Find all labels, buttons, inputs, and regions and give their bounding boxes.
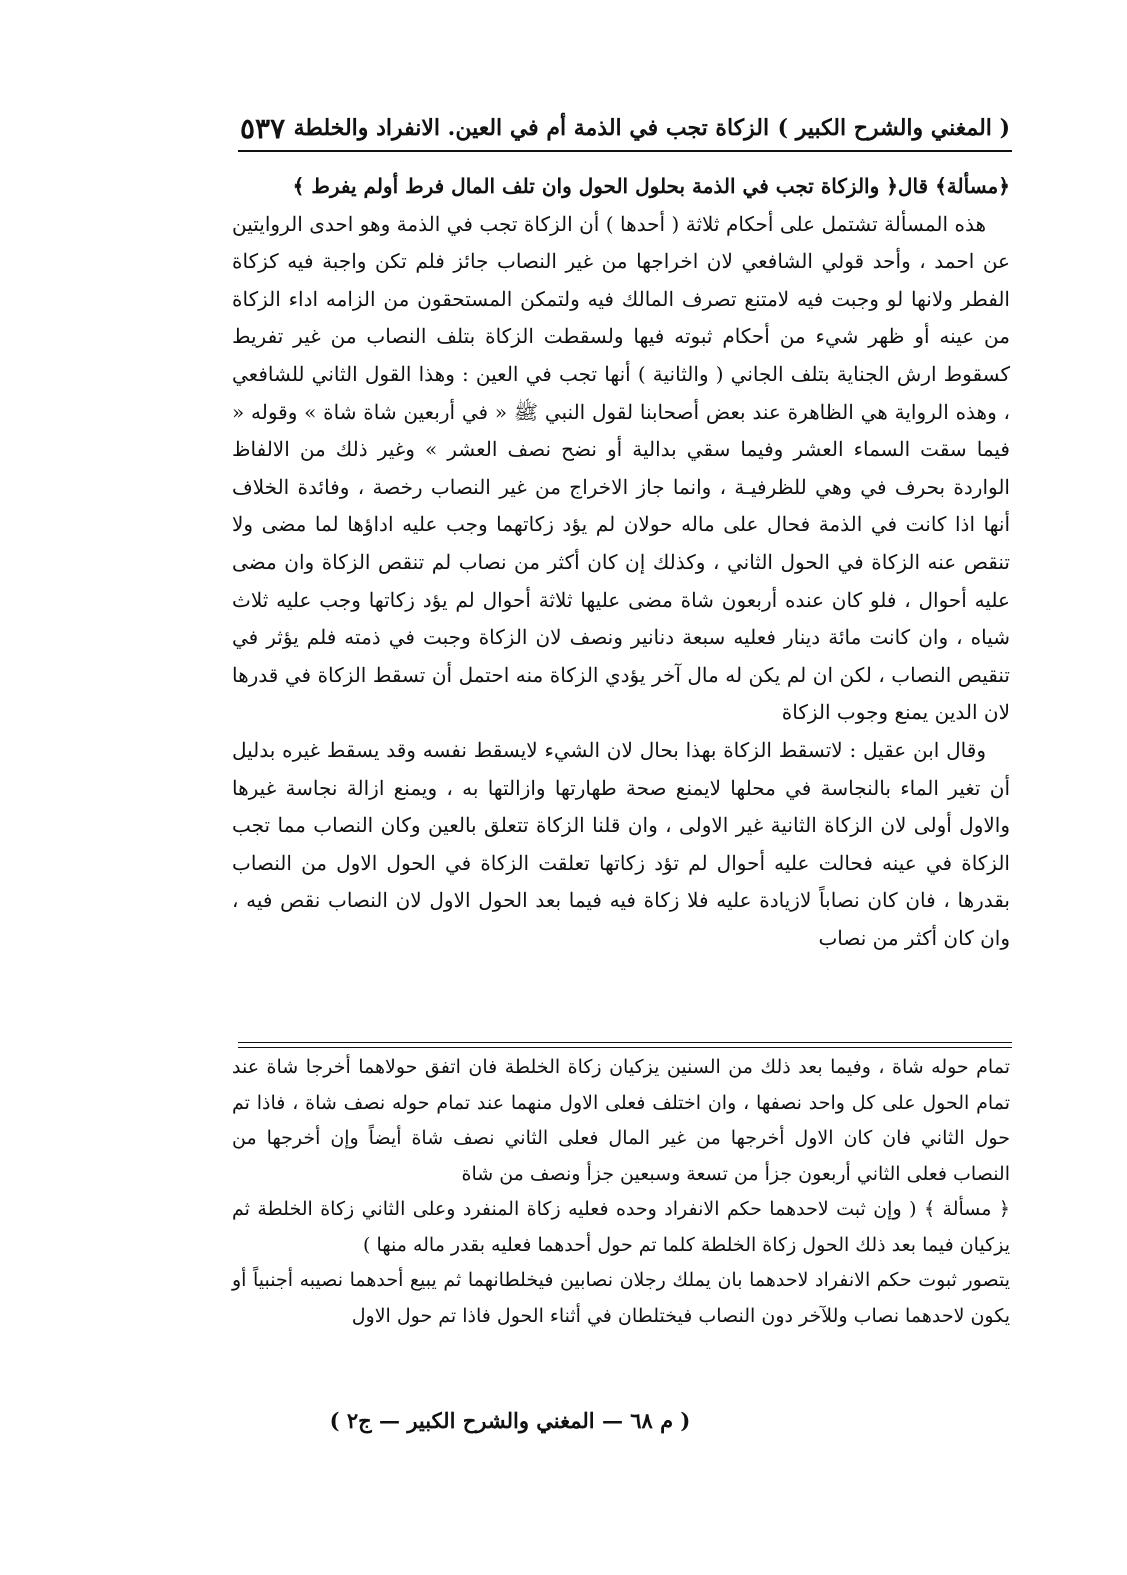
sharh-paragraph: يتصور ثبوت حكم الانفراد لاحدهما بان يملك رجلان نصابين فيخلطانهما ثم يبيع أحدهما نصيبه أجنبياً أو يكون لاحدهما نصاب وللآخر دون النصاب فيختلطان في أثناء الحول فاذا تم حول الاول [232,1269,1010,1327]
footer-signature: ( م ٦٨ — المغني والشرح الكبير — ج٢ ) [329,1408,691,1433]
masala-heading: ﴿مسألة﴾ قال﴿ والزكاة تجب في الذمة بحلول الحول وان تلف المال فرط أولم يفرط ﴾ [292,174,1010,198]
sharh-paragraph: ﴿ مسألة ﴾ ( وإن ثبت لاحدهما حكم الانفراد وحده فعليه زكاة المنفرد وعلى الثاني زكاة الخلطة ثم يزكيان فيما بعد ذلك الحول زكاة الخلطة كلما تم حول أحدهما فعليه بقدر ماله منها ) [232,1198,1010,1256]
header-rule [238,150,1012,152]
main-paragraph: هذه المسألة تشتمل على أحكام ثلاثة ( أحدها ) أن الزكاة تجب في الذمة وهو احدى الروايتين عن احمد ، وأحد قولي الشافعي لان اخراجها من غير النصاب جائز فلم تكن واجبة فيه كزكاة الفطر ولانها لو وجبت فيه لامتنع تصرف المالك فيه ولتمكن المستحقون من الزامه اداء الزكاة من عينه أو ظهر شيء من أحكام ثبوته فيها ولسقطت الزكاة بتلف النصاب من غير تفريط كسقوط ارش الجناية بتلف الجاني ( والثانية ) أنها تجب في العين : وهذا القول الثاني للشافعي ، وهذه الرواية هي الظاهرة عند بعض أصحابنا لقول النبي ﷺ « في أربعين شاة شاة » وقوله « فيما سقت السماء العشر وفيما سقي بدالية أو نضح نصف العشر » وغير ذلك من الالفاظ الواردة بحرف في وهي للظرفيـة ، وانما جاز الاخراج من غير النصاب رخصة ، وفائدة الخلاف أنها اذا كانت في الذمة فحال على ماله حولان لم يؤد زكاتهما وجب عليه اداؤها لما مضى ولا تنقص عنه الزكاة في الحول الثاني ، وكذلك إن كان أكثر من نصاب لم تنقص الزكاة وان مضى عليه أحوال ، فلو كان عنده أربعون شاة مضى عليها ثلاثة أحوال لم يؤد زكاتها وجب عليه ثلاث شياه ، وان كانت مائة دينار فعليه سبعة دنانير ونصف لان الزكاة وجبت في ذمته فلم يؤثر في تنقيص النصاب ، لكن ان لم يكن له مال آخر يؤدي الزكاة منه احتمل أن تسقط الزكاة في قدرها لان الدين يمنع وجوب الزكاة [232,211,1011,725]
header-book-title: ( المغني والشرح الكبير ) [777,115,1010,141]
header-topic: الزكاة تجب في الذمة أم في العين. الانفراد والخلطة [293,115,770,141]
running-header [240,108,1010,148]
sharh-paragraph: تمام حوله شاة ، وفيما بعد ذلك من السنين يزكيان زكاة الخلطة فان اتفق حولاهما أخرجا شاة عند تمام الحول على كل واحد نصفها ، وان اختلف فعلى الاول منهما عند تمام حوله نصف شاة ، فاذا تم حول الثاني فان كان الاول أخرجها من غير المال فعلى الثاني نصف شاة أيضاً وإن أخرجها من النصاب فعلى الثاني أربعون جزأ من تسعة وسبعين جزأ ونصف من شاة [232,1056,1010,1185]
section-divider [238,1042,1012,1048]
sharh-text [232,1050,1010,1334]
main-text [232,168,1010,957]
main-paragraph: وقال ابن عقيل : لاتسقط الزكاة بهذا بحال لان الشيء لايسقط نفسه وقد يسقط غيره بدليل أن تغير الماء بالنجاسة في محلها لايمنع صحة طهارتها وازالتها به ، ويمنع ازالة نجاسة غيرها والاول أولى لان الزكاة الثانية غير الاولى ، وان قلنا الزكاة تتعلق بالعين وكان النصاب مما تجب الزكاة في عينه فحالت عليه أحوال لم تؤد زكاتها تعلقت الزكاة في الحول الاول من النصاب بقدرها ، فان كان نصاباً لازيادة عليه فلا زكاة فيه فيما بعد الحول الاول لان النصاب نقص فيه ، وان كان أكثر من نصاب [232,737,1010,950]
page-number: ٥٣٧ [240,111,286,145]
